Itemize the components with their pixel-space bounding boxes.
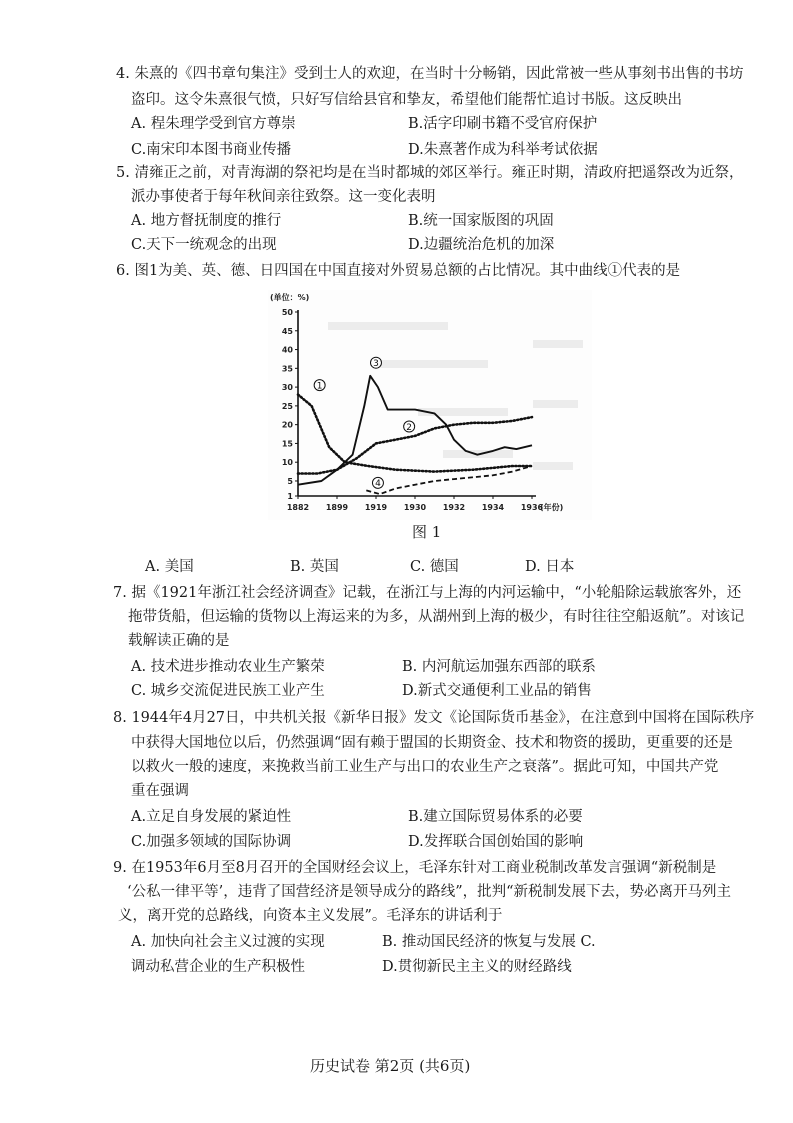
y-tick-label: 10 — [281, 458, 293, 468]
faint-smudge — [533, 340, 583, 348]
q9-option-c: 调动私营企业的生产积极性 — [131, 959, 305, 975]
q7-option-a: A. 技术进步推动农业生产繁荣 — [131, 659, 325, 675]
faint-smudge — [378, 360, 488, 368]
x-axis-label: (年份) — [540, 503, 564, 512]
x-tick-label: 1919 — [364, 503, 388, 512]
q4-line-1: 4. 朱熹的《四书章句集注》受到士人的欢迎，在当时十分畅销，因此常被一些从事刻书出售的书坊 — [116, 66, 744, 82]
q4-option-c: C.南宋印本图书商业传播 — [131, 142, 292, 158]
q6-option-a: A. 美国 — [145, 559, 194, 575]
q8-line-3: 以救火一般的速度，来挽救当前工业生产与出口的农业生产之衰落”。据此可知，中国共产党 — [131, 759, 719, 775]
series-marker-label: 3 — [373, 358, 379, 369]
y-tick-label: 20 — [281, 420, 293, 430]
y-tick-label: 50 — [281, 308, 293, 317]
x-tick-label: 1934 — [481, 503, 505, 512]
q7-line-1: 7. 据《1921年浙江社会经济调查》记载，在浙江与上海的内河运输中，“小轮船除运载旅客外，还 — [113, 585, 742, 601]
series-marker-label: 4 — [375, 479, 381, 490]
q8-option-d: D.发挥联合国创始国的影响 — [408, 834, 584, 850]
x-tick-label: 1936 — [520, 503, 544, 512]
faint-smudge — [328, 322, 448, 330]
q7-line-3: 载解读正确的是 — [128, 633, 230, 649]
q4-option-b: B.活字印刷书籍不受官府保护 — [408, 116, 598, 132]
q9-option-a: A. 加快向社会主义过渡的实现 — [131, 934, 325, 950]
y-unit-label: (单位：%) — [270, 293, 310, 302]
q7-option-d: D.新式交通便利工业品的销售 — [402, 683, 592, 699]
q8-option-a: A.立足自身发展的紧迫性 — [131, 809, 292, 825]
q4-option-d: D.朱熹著作成为科举考试依据 — [408, 142, 598, 158]
q8-line-1: 8. 1944年4月27日，中共机关报《新华日报》发文《论国际货币基金》，在注意到中国将在国际秩序 — [113, 710, 755, 726]
q7-option-b: B. 内河航运加强东西部的联系 — [402, 659, 596, 675]
faint-smudge — [533, 462, 573, 470]
q8-line-2: 中获得大国地位以后，仍然强调“固有赖于盟国的长期资金、技术和物资的援助，更重要的还是 — [131, 735, 733, 751]
x-tick-label: 1932 — [442, 503, 466, 512]
y-tick-label: 25 — [281, 401, 293, 411]
q9-line-3: 义，离开党的总路线，向资本主义发展”。毛泽东的讲话利于 — [118, 908, 503, 924]
q8-line-4: 重在强调 — [131, 783, 189, 799]
q7-option-c: C. 城乡交流促进民族工业产生 — [131, 683, 325, 699]
q6-line-1: 6. 图1为美、英、德、日四国在中国直接对外贸易总额的占比情况。其中曲线①代表的是 — [116, 263, 681, 279]
y-tick-label: 1 — [287, 492, 293, 501]
x-tick-label: 1899 — [325, 503, 349, 512]
q8-option-b: B.建立国际贸易体系的必要 — [408, 809, 583, 825]
q6-option-d: D. 日本 — [525, 559, 575, 575]
q9-line-2: ‘公私一律平等’，违背了国营经济是领导成分的路线”，批判“新税制发展下去，势必离开马列主 — [127, 884, 732, 900]
q5-option-c: C.天下一统观念的出现 — [131, 237, 277, 253]
q4-option-a: A. 程朱理学受到官方尊崇 — [131, 116, 296, 132]
page-footer: 历史试卷 第2页 (共6页) — [310, 1057, 471, 1075]
figure-1-chart — [268, 290, 592, 520]
series-marker-label: 1 — [316, 381, 323, 392]
q5-option-a: A. 地方督抚制度的推行 — [131, 213, 282, 229]
y-tick-label: 5 — [287, 476, 293, 486]
x-tick-label: 1882 — [286, 503, 310, 512]
q5-line-2: 派办事使者于每年秋间亲往致祭。这一变化表明 — [131, 189, 436, 205]
y-tick-label: 35 — [281, 364, 293, 374]
q7-line-2: 拖带货船，但运输的货物以上海运来的为多，从湖州到上海的极少，有时往往空船返航”。对该记 — [128, 609, 745, 625]
y-tick-label: 40 — [281, 345, 293, 355]
q5-option-b: B.统一国家版图的巩固 — [408, 213, 554, 229]
y-tick-label: 30 — [281, 383, 293, 393]
q6-option-c: C. 德国 — [410, 559, 459, 575]
trade-share-chart — [268, 290, 592, 520]
q8-option-c: C.加强多领域的国际协调 — [131, 834, 292, 850]
y-tick-label: 45 — [281, 326, 293, 336]
y-tick-label: 15 — [281, 439, 293, 449]
series-marker-label: 2 — [406, 422, 413, 433]
q4-line-2: 盗印。这令朱熹很气愤，只好写信给县官和挚友，希望他们能帮忙追讨书版。这反映出 — [131, 92, 682, 108]
x-tick-label: 1930 — [403, 503, 427, 512]
faint-smudge — [533, 400, 578, 408]
q6-option-b: B. 英国 — [290, 559, 339, 575]
q9-option-b: B. 推动国民经济的恢复与发展 C. — [382, 934, 596, 950]
q5-line-1: 5. 清雍正之前，对青海湖的祭祀均是在当时都城的郊区举行。雍正时期，清政府把遥祭改为近祭， — [116, 165, 744, 181]
q9-line-1: 9. 在1953年6月至8月召开的全国财经会议上，毛泽东针对工商业税制改革发言强调“新税制是 — [113, 860, 717, 876]
figure-caption: 图 1 — [412, 523, 442, 541]
q9-option-d: D.贯彻新民主主义的财经路线 — [382, 959, 572, 975]
q5-option-d: D.边疆统治危机的加深 — [408, 237, 555, 253]
